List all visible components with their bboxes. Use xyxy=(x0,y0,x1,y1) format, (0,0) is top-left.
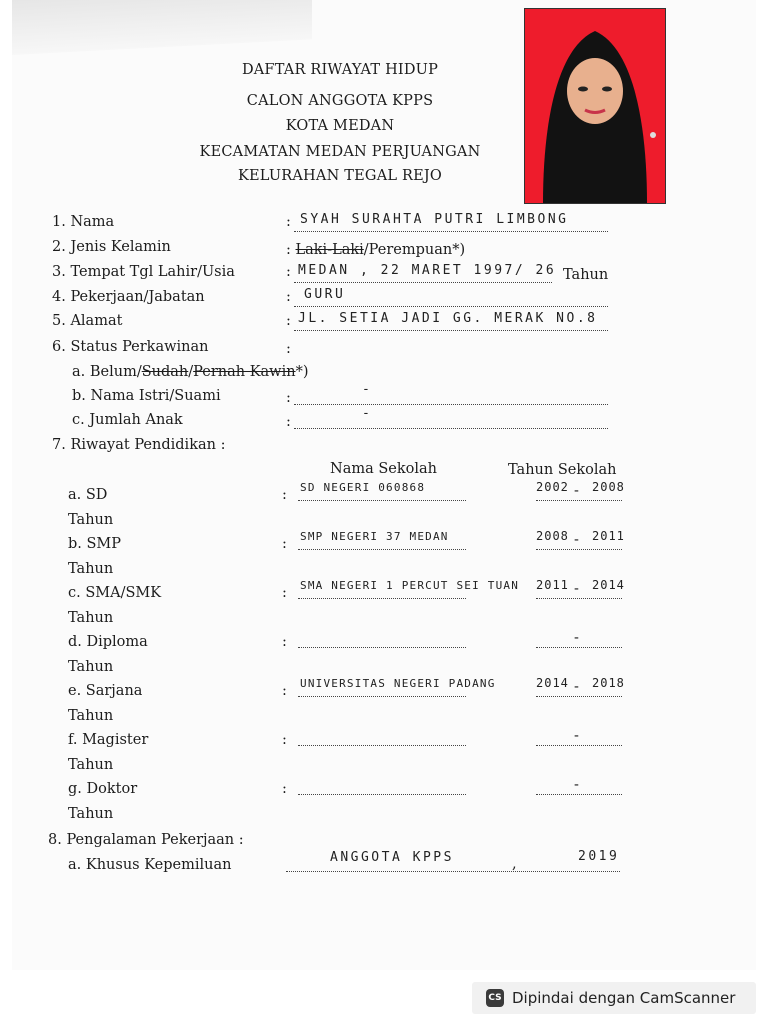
label-alamat: 5. Alamat xyxy=(52,313,123,329)
edu-year-line xyxy=(536,744,622,746)
edu-school-name: SMP NEGERI 37 MEDAN xyxy=(300,530,449,543)
line-khusus xyxy=(286,870,620,872)
edu-school-line xyxy=(298,793,466,795)
separator: / xyxy=(188,364,194,380)
edu-year-line xyxy=(536,597,622,599)
edu-year-line xyxy=(536,646,622,648)
label-status-a xyxy=(72,364,309,380)
edu-level-label: d. Diploma xyxy=(68,634,148,650)
applicant-photo xyxy=(524,8,666,204)
value-khusus-year: 2019 xyxy=(578,849,620,864)
footnote-mark: *) xyxy=(295,364,309,380)
edu-level-label: b. SMP xyxy=(68,536,122,552)
edu-year-from: 2014 xyxy=(536,676,569,690)
edu-year-to: 2014 xyxy=(592,578,625,592)
edu-level-label: c. SMA/SMK xyxy=(68,585,162,601)
edu-year-to: 2011 xyxy=(592,529,625,543)
edu-year-dash: - xyxy=(574,777,579,793)
label-nama: 1. Nama xyxy=(52,214,115,230)
edu-school-line xyxy=(298,695,466,697)
colon: : xyxy=(282,487,287,503)
edu-year-line xyxy=(536,499,622,501)
edu-year-to: 2018 xyxy=(592,676,625,690)
edu-tahun-label: Tahun xyxy=(68,708,114,724)
line-anak xyxy=(294,427,608,429)
camscanner-icon: CS xyxy=(486,989,504,1007)
colon: : xyxy=(286,264,291,280)
label-khusus: a. Khusus Kepemiluan xyxy=(68,857,232,873)
camscanner-badge xyxy=(472,982,756,1014)
edu-year-dash: - xyxy=(574,483,579,499)
colon: : xyxy=(286,214,291,230)
value-pekerjaan: GURU xyxy=(304,287,346,302)
line-istri xyxy=(294,403,608,405)
doc-subtitle-kpps: CALON ANGGOTA KPPS xyxy=(246,93,434,109)
option-rest: /Perempuan*) xyxy=(363,242,466,258)
colon: : xyxy=(286,390,291,406)
edu-year-dash: - xyxy=(574,630,579,646)
edu-year-to: 2008 xyxy=(592,480,625,494)
struck-option: Laki-Laki xyxy=(295,242,364,258)
label-anak: c. Jumlah Anak xyxy=(72,412,183,428)
edu-school-line xyxy=(298,548,466,550)
edu-year-dash: - xyxy=(574,679,579,695)
value-nama: SYAH SURAHTA PUTRI LIMBONG xyxy=(300,212,569,227)
doc-subtitle-kota: KOTA MEDAN xyxy=(285,118,395,134)
suffix-tahun: Tahun xyxy=(563,267,609,283)
edu-year-line xyxy=(536,695,622,697)
edu-tahun-label: Tahun xyxy=(68,512,114,528)
edu-school-name: SMA NEGERI 1 PERCUT SEI TUAN xyxy=(300,579,520,592)
label-ttl: 3. Tempat Tgl Lahir/Usia xyxy=(52,264,235,280)
value-khusus: ANGGOTA KPPS xyxy=(330,850,454,865)
label-pekerjaan: 4. Pekerjaan/Jabatan xyxy=(52,289,205,305)
struck-option-pernah-kawin: Pernah Kawin xyxy=(193,364,296,380)
edu-year-dash: - xyxy=(574,728,579,744)
colon: : xyxy=(282,585,287,601)
edu-year-line xyxy=(536,548,622,550)
line-alamat xyxy=(294,329,608,331)
value-istri: - xyxy=(362,382,373,397)
edu-year-line xyxy=(536,793,622,795)
edu-tahun-label: Tahun xyxy=(68,610,114,626)
edu-school-name: UNIVERSITAS NEGERI PADANG xyxy=(300,677,496,690)
doc-title: DAFTAR RIWAYAT HIDUP xyxy=(241,62,439,78)
edu-year-dash: - xyxy=(574,532,579,548)
colon: : xyxy=(282,683,287,699)
value-ttl: MEDAN , 22 MARET 1997/ 26 xyxy=(298,263,557,278)
label-pendidikan: 7. Riwayat Pendidikan : xyxy=(52,437,226,453)
colon: : xyxy=(286,289,291,305)
edu-year-dash: - xyxy=(574,581,579,597)
label-istri: b. Nama Istri/Suami xyxy=(72,388,221,404)
value-jenis-kelamin: : Laki-Laki/Perempuan*) xyxy=(286,242,466,258)
edu-year-from: 2002 xyxy=(536,480,569,494)
edu-school-line xyxy=(298,646,466,648)
doc-subtitle-kelurahan: KELURAHAN TEGAL REJO xyxy=(237,168,443,184)
value-alamat: JL. SETIA JADI GG. MERAK NO.8 xyxy=(298,311,598,326)
edu-tahun-label: Tahun xyxy=(68,757,114,773)
value-anak: - xyxy=(362,406,373,421)
colon: : xyxy=(282,634,287,650)
status-option-belum: a. Belum/ xyxy=(72,364,142,380)
colon: : xyxy=(286,313,291,329)
label-status: 6. Status Perkawinan xyxy=(52,339,209,355)
line-ttl xyxy=(294,281,552,283)
edu-level-label: a. SD xyxy=(68,487,108,503)
line-pekerjaan xyxy=(294,305,608,307)
edu-school-line xyxy=(298,597,466,599)
colon: : xyxy=(282,732,287,748)
line-nama xyxy=(294,230,608,232)
edu-level-label: e. Sarjana xyxy=(68,683,143,699)
col-tahun-sekolah: Tahun Sekolah xyxy=(508,462,617,478)
edu-year-from: 2011 xyxy=(536,578,569,592)
camscanner-text: Dipindai dengan CamScanner xyxy=(512,989,736,1007)
label-pengalaman: 8. Pengalaman Pekerjaan : xyxy=(48,832,244,848)
colon: : xyxy=(282,536,287,552)
colon: : xyxy=(286,414,291,430)
struck-option-sudah: Sudah xyxy=(141,364,189,380)
edu-school-name: SD NEGERI 060868 xyxy=(300,481,426,494)
separator-comma: , xyxy=(512,856,517,872)
label-jenis-kelamin: 2. Jenis Kelamin xyxy=(52,239,171,255)
colon: : xyxy=(282,781,287,797)
edu-school-line xyxy=(298,744,466,746)
doc-subtitle-kecamatan: KECAMATAN MEDAN PERJUANGAN xyxy=(199,144,481,160)
edu-year-from: 2008 xyxy=(536,529,569,543)
edu-level-label: g. Doktor xyxy=(68,781,138,797)
edu-tahun-label: Tahun xyxy=(68,561,114,577)
edu-school-line xyxy=(298,499,466,501)
edu-tahun-label: Tahun xyxy=(68,659,114,675)
edu-level-label: f. Magister xyxy=(68,732,149,748)
col-nama-sekolah: Nama Sekolah xyxy=(330,461,437,477)
colon: : xyxy=(286,341,291,357)
edu-tahun-label: Tahun xyxy=(68,806,114,822)
